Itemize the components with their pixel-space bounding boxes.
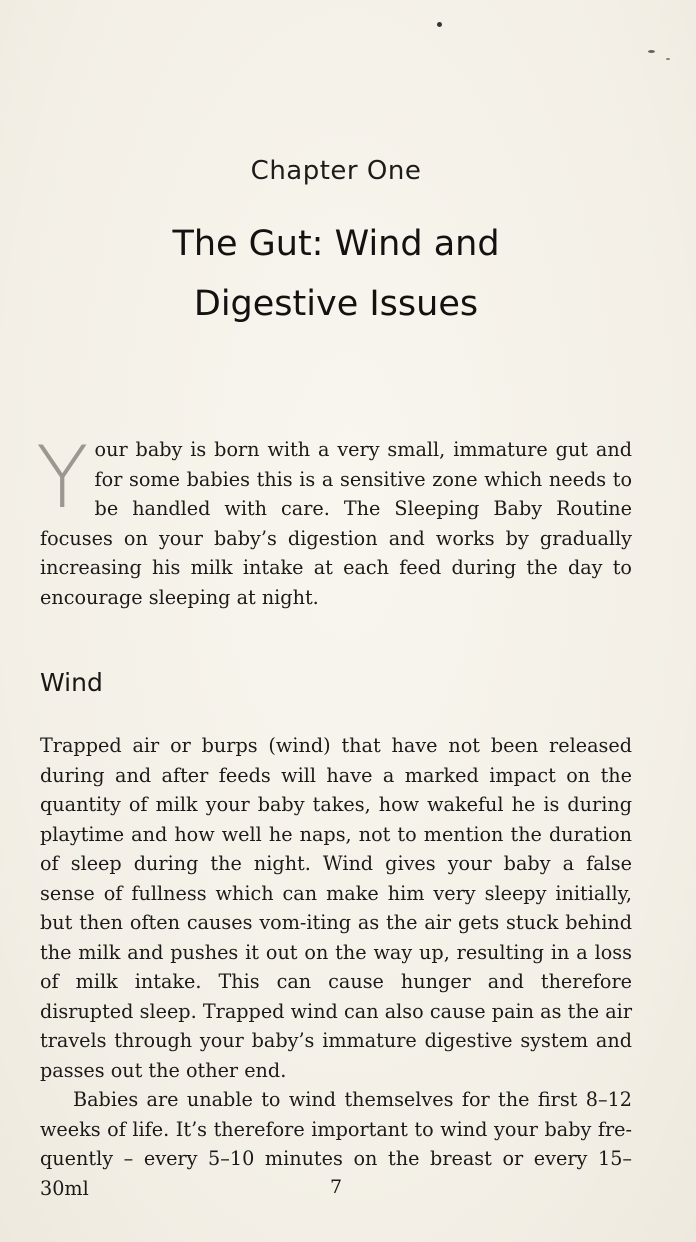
section-body — [40, 731, 632, 1203]
body-paragraph: Trapped air or burps (wind) that have not been released during and after feeds will have a marked impact on the quantity of milk your baby takes, how wakeful he is during playtime and how well he naps, not to mention the duration of sleep during the night. Wind gives your baby a false sense of fullness which can make him very sleepy initially, but then often causes vom-iting as the air gets stuck behind the milk and pushes it out on the way up, resulting in a loss of milk intake. This can cause hunger and therefore disrupted sleep. Trapped wind can also cause pain as the air travels through your baby’s immature digestive system and passes out the other end. — [40, 734, 632, 1082]
drop-cap: Y — [36, 428, 89, 528]
page-number: 7 — [329, 1176, 343, 1198]
chapter-label: Chapter One — [250, 156, 422, 186]
chapter-title-line-1: The Gut: Wind and — [172, 224, 500, 264]
ink-speck — [666, 58, 670, 60]
chapter-title-line-2: Digestive Issues — [193, 284, 479, 324]
ink-speck — [648, 50, 655, 53]
intro-paragraph: our baby is born with a very small, immature gut and for some babies this is a sensitive zone which needs to be handled with care. The Sleeping Baby Routine focuses on your baby’s digestion and works by gradually increasing his milk intake at each feed during the day to encourage sleeping at night. — [40, 438, 632, 609]
chapter-title — [0, 214, 672, 334]
section-heading: Wind — [40, 668, 103, 697]
intro-paragraph-block — [36, 428, 632, 612]
body-paragraph: Babies are unable to wind themselves for the first 8–12 weeks of life. It’s therefore important to wind your baby fre-quently – every 5–10 minutes on the breast or every 15–30ml — [40, 1088, 632, 1200]
ink-speck — [437, 22, 442, 27]
